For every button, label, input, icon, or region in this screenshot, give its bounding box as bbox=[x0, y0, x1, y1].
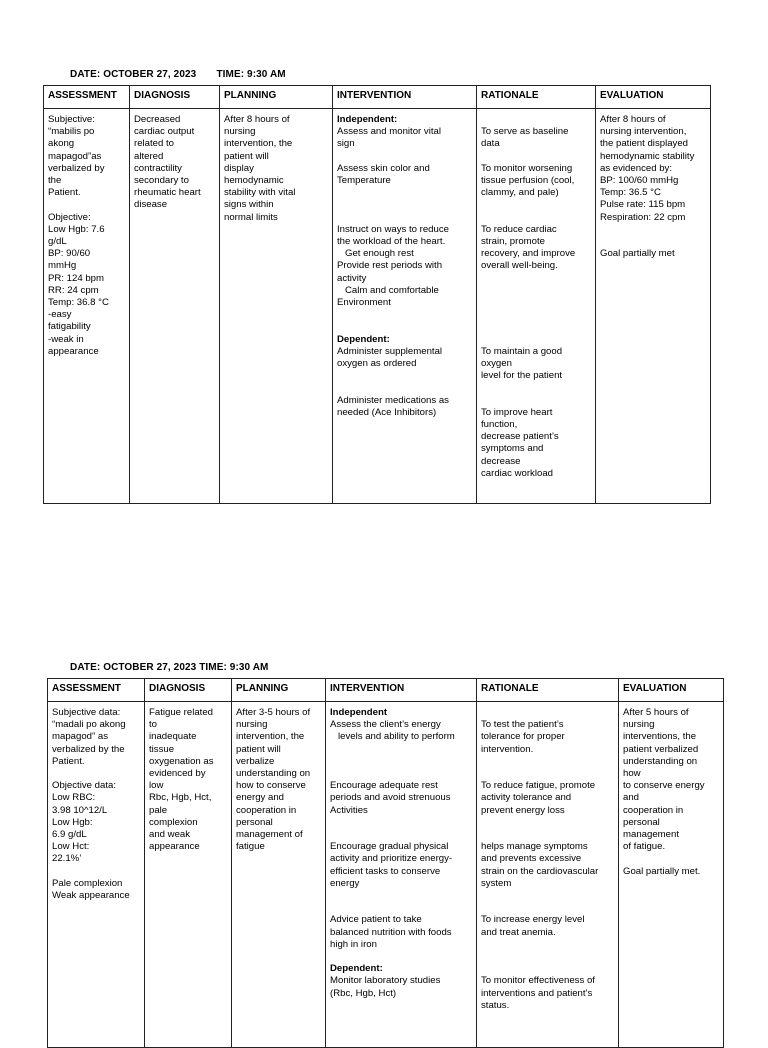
cell-line: cardiac workload bbox=[481, 467, 553, 479]
cell-line: periods and avoid strenuous bbox=[330, 792, 451, 804]
cell-line: 3.98 10^12/L bbox=[52, 804, 108, 816]
cell-line: patient will bbox=[224, 150, 269, 162]
cell-line: Low Hgb: bbox=[52, 816, 93, 828]
cell-line bbox=[481, 297, 595, 309]
cell-line: Encourage adequate rest bbox=[330, 780, 438, 792]
cell-line: personal bbox=[236, 816, 273, 828]
cell-line: level for the patient bbox=[481, 370, 563, 382]
column-header-evaluation: EVALUATION bbox=[619, 679, 724, 702]
cell-line bbox=[330, 756, 476, 768]
cell-line: Pale complexion bbox=[52, 877, 123, 889]
cell-line: To maintain a good bbox=[481, 345, 563, 357]
cell-line: To serve as baseline bbox=[481, 126, 569, 138]
table-row bbox=[48, 702, 724, 1048]
cell-line: understanding on bbox=[623, 755, 698, 767]
planning-cell bbox=[220, 109, 333, 504]
cell-line: tolerance for proper bbox=[481, 731, 565, 743]
cell-line: the bbox=[48, 175, 62, 187]
cell-line: To increase energy level bbox=[481, 914, 585, 926]
cell-line: status. bbox=[481, 999, 510, 1011]
cell-line: strain, promote bbox=[481, 235, 545, 247]
cell-line bbox=[330, 902, 476, 914]
cell-line: energy bbox=[330, 877, 360, 889]
cell-line: After 8 hours of bbox=[600, 114, 666, 125]
cell-line: management bbox=[623, 829, 679, 841]
cell-line bbox=[481, 768, 618, 780]
column-header-assessment: ASSESSMENT bbox=[48, 679, 145, 702]
column-header-diagnosis: DIAGNOSIS bbox=[130, 86, 220, 109]
rationale-cell bbox=[477, 109, 596, 504]
cell-line: Respiration: 22 cpm bbox=[600, 211, 686, 223]
cell-line bbox=[481, 334, 595, 346]
cell-line: efficient tasks to conserve bbox=[330, 865, 441, 877]
cell-line bbox=[337, 309, 476, 321]
cell-line bbox=[330, 951, 476, 963]
cell-line: interventions, the bbox=[623, 731, 697, 743]
cell-line: cardiac output bbox=[134, 126, 195, 138]
cell-line: low bbox=[149, 780, 164, 792]
cell-line bbox=[481, 273, 595, 285]
cell-line: Goal partially met bbox=[600, 248, 675, 260]
cell-line: To reduce cardiac bbox=[481, 223, 557, 235]
nursing-care-plan-table bbox=[47, 678, 724, 1048]
cell-line: Environment bbox=[337, 296, 391, 308]
cell-line bbox=[481, 151, 595, 163]
cell-line bbox=[337, 151, 476, 163]
cell-line bbox=[481, 114, 595, 126]
diagnosis-cell bbox=[130, 109, 220, 504]
assessment-cell bbox=[48, 702, 145, 1048]
cell-line: Independent bbox=[330, 707, 388, 718]
cell-line: -easy bbox=[48, 309, 72, 321]
cell-line: oxygenation as bbox=[149, 755, 214, 767]
cell-line: activity tolerance and bbox=[481, 792, 572, 804]
table-header-row bbox=[44, 86, 711, 109]
nursing-care-plan-table bbox=[43, 85, 711, 504]
cell-line: management of bbox=[236, 829, 303, 841]
column-header-rationale: RATIONALE bbox=[477, 679, 619, 702]
cell-line: helps manage symptoms bbox=[481, 841, 588, 853]
cell-line: display bbox=[224, 162, 254, 174]
cell-line: decrease patient’s bbox=[481, 431, 559, 443]
evaluation-cell bbox=[596, 109, 711, 504]
cell-line: verbalize bbox=[236, 755, 275, 767]
cell-line bbox=[481, 212, 595, 224]
cell-line bbox=[337, 321, 476, 333]
cell-line: akong bbox=[48, 138, 75, 150]
cell-line bbox=[481, 321, 595, 333]
cell-line: appearance bbox=[149, 841, 200, 853]
cell-line bbox=[337, 199, 476, 211]
cell-line: balanced nutrition with foods bbox=[330, 926, 452, 938]
cell-line: Weak appearance bbox=[52, 890, 130, 902]
cell-line: disease bbox=[134, 199, 168, 211]
date-time-header: DATE: OCTOBER 27, 2023 TIME: 9:30 AM bbox=[70, 69, 286, 80]
cell-line bbox=[481, 285, 595, 297]
cell-line: function, bbox=[481, 418, 518, 430]
cell-line: To test the patient’s bbox=[481, 719, 564, 731]
cell-line: hemodynamic stability bbox=[600, 150, 695, 162]
cell-line: Independent: bbox=[337, 114, 398, 125]
cell-line: To monitor worsening bbox=[481, 162, 573, 174]
cell-line: (Rbc, Hgb, Hct) bbox=[330, 987, 397, 999]
cell-line: activity bbox=[337, 272, 367, 284]
cell-line bbox=[481, 309, 595, 321]
cell-line: Instruct on ways to reduce bbox=[337, 223, 449, 235]
cell-line: rheumatic heart bbox=[134, 187, 201, 199]
cell-line: data bbox=[481, 138, 500, 150]
cell-line: Administer supplemental bbox=[337, 345, 443, 357]
cell-line: Low RBC: bbox=[52, 792, 96, 804]
cell-line bbox=[52, 866, 144, 878]
cell-line: levels and ability to perform bbox=[330, 731, 455, 743]
cell-line: strain on the cardiovascular bbox=[481, 865, 599, 877]
cell-line: 22.1%’ bbox=[52, 853, 82, 865]
cell-line bbox=[330, 768, 476, 780]
cell-line: BP: 100/60 mmHg bbox=[600, 175, 679, 187]
cell-line: “mabilis po bbox=[48, 126, 95, 138]
cell-line: RR: 24 cpm bbox=[48, 284, 99, 296]
cell-line bbox=[330, 829, 476, 841]
diagnosis-cell bbox=[145, 702, 232, 1048]
cell-line: cooperation in bbox=[236, 804, 297, 816]
cell-line bbox=[481, 199, 595, 211]
cell-line: interventions and patient’s bbox=[481, 987, 593, 999]
cell-line: and bbox=[623, 792, 640, 804]
cell-line: sign bbox=[337, 138, 355, 150]
cell-line bbox=[337, 370, 476, 382]
cell-line bbox=[481, 817, 618, 829]
cell-line: mmHg bbox=[48, 260, 77, 272]
cell-line bbox=[481, 939, 618, 951]
cell-line: the workload of the heart. bbox=[337, 235, 446, 247]
cell-line: and prevents excessive bbox=[481, 853, 582, 865]
cell-line: 6.9 g/dL bbox=[52, 829, 87, 841]
date-time-header: DATE: OCTOBER 27, 2023 TIME: 9:30 AM bbox=[70, 662, 269, 673]
cell-line: Rbc, Hgb, Hct, bbox=[149, 792, 212, 804]
cell-line: intervention, the bbox=[236, 731, 305, 743]
cell-line: intervention. bbox=[481, 743, 534, 755]
cell-line: Dependent: bbox=[330, 963, 383, 975]
column-header-evaluation: EVALUATION bbox=[596, 86, 711, 109]
cell-line: signs within bbox=[224, 199, 274, 211]
planning-cell bbox=[232, 702, 326, 1048]
cell-line: Get enough rest bbox=[337, 248, 414, 260]
cell-line: oxygen as ordered bbox=[337, 357, 417, 369]
cell-line: evidenced by bbox=[149, 768, 206, 780]
cell-line: BP: 90/60 bbox=[48, 248, 91, 260]
cell-line: normal limits bbox=[224, 211, 278, 223]
column-header-intervention: INTERVENTION bbox=[333, 86, 477, 109]
cell-line: pale bbox=[149, 804, 168, 816]
cell-line: verbalized by the bbox=[52, 743, 125, 755]
cell-line: Low Hct: bbox=[52, 841, 90, 853]
cell-line bbox=[481, 902, 618, 914]
cell-line: how bbox=[623, 768, 641, 780]
cell-line: needed (Ace Inhibitors) bbox=[337, 406, 437, 418]
cell-line: high in iron bbox=[330, 938, 377, 950]
cell-line: -weak in bbox=[48, 333, 84, 345]
cell-line: Assess skin color and bbox=[337, 162, 430, 174]
cell-line: Fatigue related bbox=[149, 707, 213, 718]
column-header-intervention: INTERVENTION bbox=[326, 679, 477, 702]
cell-line: as evidenced by: bbox=[600, 162, 672, 174]
cell-line: Encourage gradual physical bbox=[330, 841, 449, 853]
cell-line: Decreased bbox=[134, 114, 181, 125]
cell-line: Administer medications as bbox=[337, 394, 449, 406]
cell-line: Temp: 36.5 °C bbox=[600, 187, 661, 199]
cell-line bbox=[481, 707, 618, 719]
cell-line: fatigability bbox=[48, 321, 91, 333]
cell-line: activity and prioritize energy- bbox=[330, 853, 453, 865]
intervention-cell bbox=[333, 109, 477, 504]
cell-line: nursing bbox=[623, 719, 655, 731]
cell-line: Objective: bbox=[48, 211, 91, 223]
cell-line: cooperation in bbox=[623, 804, 684, 816]
cell-line bbox=[481, 963, 618, 975]
cell-line: verbalized by bbox=[48, 162, 105, 174]
cell-line bbox=[337, 187, 476, 199]
cell-line: Advice patient to take bbox=[330, 914, 422, 926]
cell-line bbox=[52, 768, 144, 780]
cell-line: Low Hgb: 7.6 bbox=[48, 223, 105, 235]
cell-line: altered bbox=[134, 150, 164, 162]
cell-line: Calm and comfortable bbox=[337, 284, 439, 296]
cell-line: how to conserve bbox=[236, 780, 306, 792]
cell-line: decrease bbox=[481, 455, 521, 467]
cell-line bbox=[481, 395, 595, 407]
cell-line: nursing intervention, bbox=[600, 126, 687, 138]
cell-line: to conserve energy bbox=[623, 780, 705, 792]
cell-line: patient will bbox=[236, 743, 281, 755]
cell-line: personal bbox=[623, 816, 660, 828]
cell-line: Assess the client’s energy bbox=[330, 719, 441, 731]
cell-line: mapagod”as bbox=[48, 150, 102, 162]
cell-line: overall well-being. bbox=[481, 260, 558, 272]
cell-line: fatigue bbox=[236, 841, 265, 853]
cell-line: and treat anemia. bbox=[481, 926, 556, 938]
intervention-cell bbox=[326, 702, 477, 1048]
assessment-cell bbox=[44, 109, 130, 504]
cell-line: Assess and monitor vital bbox=[337, 126, 441, 138]
cell-line: Patient. bbox=[52, 755, 85, 767]
cell-line: appearance bbox=[48, 345, 99, 357]
cell-line: oxygen bbox=[481, 357, 512, 369]
cell-line: Monitor laboratory studies bbox=[330, 975, 441, 987]
column-header-diagnosis: DIAGNOSIS bbox=[145, 679, 232, 702]
cell-line bbox=[623, 853, 723, 865]
column-header-planning: PLANNING bbox=[220, 86, 333, 109]
cell-line: To monitor effectiveness of bbox=[481, 975, 595, 987]
cell-line: Subjective data: bbox=[52, 707, 121, 718]
cell-line: contractility bbox=[134, 162, 182, 174]
cell-line: understanding on bbox=[236, 768, 311, 780]
cell-line: g/dL bbox=[48, 236, 67, 248]
cell-line bbox=[600, 224, 710, 236]
cell-line bbox=[48, 199, 129, 211]
cell-line: of fatigue. bbox=[623, 841, 666, 853]
cell-line bbox=[481, 951, 618, 963]
cell-line: Subjective: bbox=[48, 114, 95, 125]
cell-line: After 8 hours of bbox=[224, 114, 290, 125]
cell-line: hemodynamic bbox=[224, 175, 284, 187]
cell-line: patient verbalized bbox=[623, 743, 699, 755]
cell-line: clammy, and pale) bbox=[481, 187, 559, 199]
cell-line bbox=[481, 382, 595, 394]
cell-line: Objective data: bbox=[52, 780, 116, 792]
column-header-rationale: RATIONALE bbox=[477, 86, 596, 109]
cell-line: Provide rest periods with bbox=[337, 260, 443, 272]
cell-line bbox=[330, 890, 476, 902]
cell-line: symptoms and bbox=[481, 443, 544, 455]
cell-line: complexion bbox=[149, 816, 198, 828]
column-header-assessment: ASSESSMENT bbox=[44, 86, 130, 109]
cell-line: Patient. bbox=[48, 187, 81, 199]
cell-line bbox=[337, 212, 476, 224]
column-header-planning: PLANNING bbox=[232, 679, 326, 702]
cell-line bbox=[330, 744, 476, 756]
cell-line: “madali po akong bbox=[52, 719, 126, 731]
cell-line: and weak bbox=[149, 829, 191, 841]
cell-line: tissue bbox=[149, 743, 175, 755]
cell-line: related to bbox=[134, 138, 175, 150]
cell-line bbox=[337, 382, 476, 394]
cell-line: After 3-5 hours of bbox=[236, 707, 311, 718]
cell-line: nursing bbox=[236, 719, 268, 731]
cell-line: mapagod” as bbox=[52, 731, 108, 743]
cell-line: energy and bbox=[236, 792, 285, 804]
cell-line bbox=[481, 829, 618, 841]
cell-line: prevent energy loss bbox=[481, 804, 565, 816]
cell-line bbox=[330, 817, 476, 829]
cell-line: After 5 hours of bbox=[623, 707, 689, 718]
cell-line: the patient displayed bbox=[600, 138, 689, 150]
cell-line: tissue perfusion (cool, bbox=[481, 174, 575, 186]
cell-line: Goal partially met. bbox=[623, 865, 701, 877]
evaluation-cell bbox=[619, 702, 724, 1048]
table-row bbox=[44, 109, 711, 504]
cell-line bbox=[481, 756, 618, 768]
cell-line bbox=[481, 890, 618, 902]
cell-line: intervention, the bbox=[224, 138, 293, 150]
cell-line: system bbox=[481, 877, 512, 889]
cell-line: stability with vital bbox=[224, 187, 296, 199]
cell-line: PR: 124 bpm bbox=[48, 272, 104, 284]
cell-line: to bbox=[149, 719, 158, 731]
cell-line: Pulse rate: 115 bpm bbox=[600, 199, 686, 211]
rationale-cell bbox=[477, 702, 619, 1048]
cell-line: To reduce fatigue, promote bbox=[481, 780, 596, 792]
cell-line: Temperature bbox=[337, 175, 391, 186]
cell-line: Activities bbox=[330, 804, 368, 816]
cell-line: secondary to bbox=[134, 175, 189, 187]
cell-line: recovery, and improve bbox=[481, 248, 576, 260]
cell-line: nursing bbox=[224, 126, 256, 138]
cell-line bbox=[600, 236, 710, 248]
table-header-row bbox=[48, 679, 724, 702]
cell-line: inadequate bbox=[149, 731, 197, 743]
cell-line: Temp: 36.8 °C bbox=[48, 297, 109, 309]
cell-line: Dependent: bbox=[337, 333, 390, 345]
cell-line: To improve heart bbox=[481, 406, 553, 418]
